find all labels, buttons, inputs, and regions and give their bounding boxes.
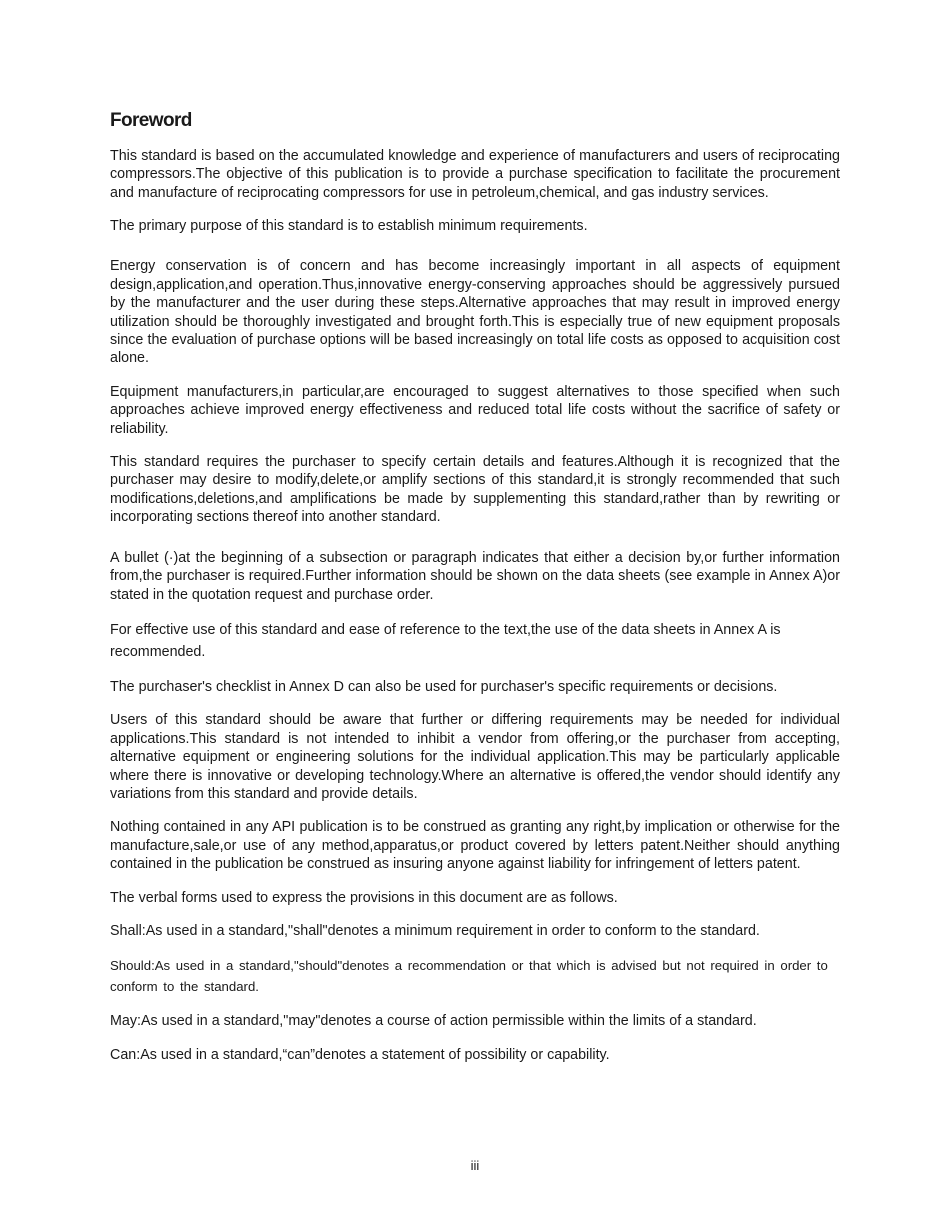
paragraph-intro: This standard is based on the accumulated knowledge and experience of manufacturers and users of reciprocating compressors.The objective of this publication is to provide a purchase specification to facilitate the procurement and manufacture of reciprocating compressors for use in petroleum,chemical, and gas industry services.	[110, 147, 840, 201]
paragraph-energy-conservation: Energy conservation is of concern and has become increasingly important in all aspects of equipment design,application,and operation.Thus,innovative energy-conserving approaches should be aggressively pursued by the manufacturer and the user during these steps.Alternative approaches that may result in improved energy utilization should be thoroughly investigated and brought forth.This is especially true of new equipment proposals since the evaluation of purchase options will be based increasingly on total life costs as opposed to acquisition cost alone.	[110, 258, 840, 367]
paragraph-checklist: The purchaser's checklist in Annex D can also be used for purchaser's specific requirements or decisions.	[110, 678, 778, 695]
document-page	[110, 110, 840, 1079]
definition-should: Should:As used in a standard,"should"denotes a recommendation or that which is advised but not required in order to conform to the standard.	[110, 958, 828, 995]
paragraph-data-sheets: For effective use of this standard and ease of reference to the text,the use of the data sheets in Annex A is recommended.	[110, 621, 781, 660]
paragraph-api-publication: Nothing contained in any API publication is to be construed as granting any right,by implication or otherwise for the manufacture,sale,or use of any method,apparatus,or product covered by letters patent.Neither should anything contained in the publication be construed as insuring anyone against liability for infringement of letters patent.	[110, 819, 840, 873]
definition-shall: Shall:As used in a standard,"shall"denotes a minimum requirement in order to conform to the standard.	[110, 922, 760, 939]
paragraph-verbal-forms: The verbal forms used to express the provisions in this document are as follows.	[110, 889, 618, 906]
paragraph-bullet-note: A bullet (·)at the beginning of a subsection or paragraph indicates that either a decision by,or further information from,the purchaser is required.Further information should be shown on the data sheets (see example in Annex A)or stated in the quotation request and purchase order.	[110, 549, 840, 603]
paragraph-users-awareness: Users of this standard should be aware that further or differing requirements may be needed for individual applications.This standard is not intended to inhibit a vendor from offering,or the purchaser from accepting, alternative equipment or engineering solutions for the individual application.This may be particularly applicable where there is innovative or developing technology.Where an alternative is offered,the vendor should identify any variations from this standard and provide details.	[110, 712, 840, 802]
paragraph-purchaser-details: This standard requires the purchaser to specify certain details and features.Although it is recognized that the purchaser may desire to modify,delete,or amplify sections of this standard,it is strongly recommended that such modifications,deletions,and amplifications be made by supplementing this standard,rather than by rewriting or incorporating sections thereof into another standard.	[110, 454, 840, 526]
definition-may: May:As used in a standard,"may"denotes a course of action permissible within the limits of a standard.	[110, 1013, 757, 1030]
paragraph-equipment-manufacturers: Equipment manufacturers,in particular,are encouraged to suggest alternatives to those specified when such approaches achieve improved energy effectiveness and reduced total life costs without the sacrifice of safety or reliability.	[110, 383, 840, 437]
definition-can: Can:As used in a standard,“can”denotes a statement of possibility or capability.	[110, 1046, 610, 1063]
paragraph-primary-purpose: The primary purpose of this standard is to establish minimum requirements.	[110, 218, 588, 235]
page-number: iii	[470, 1158, 480, 1173]
page-title: Foreword	[110, 110, 192, 131]
